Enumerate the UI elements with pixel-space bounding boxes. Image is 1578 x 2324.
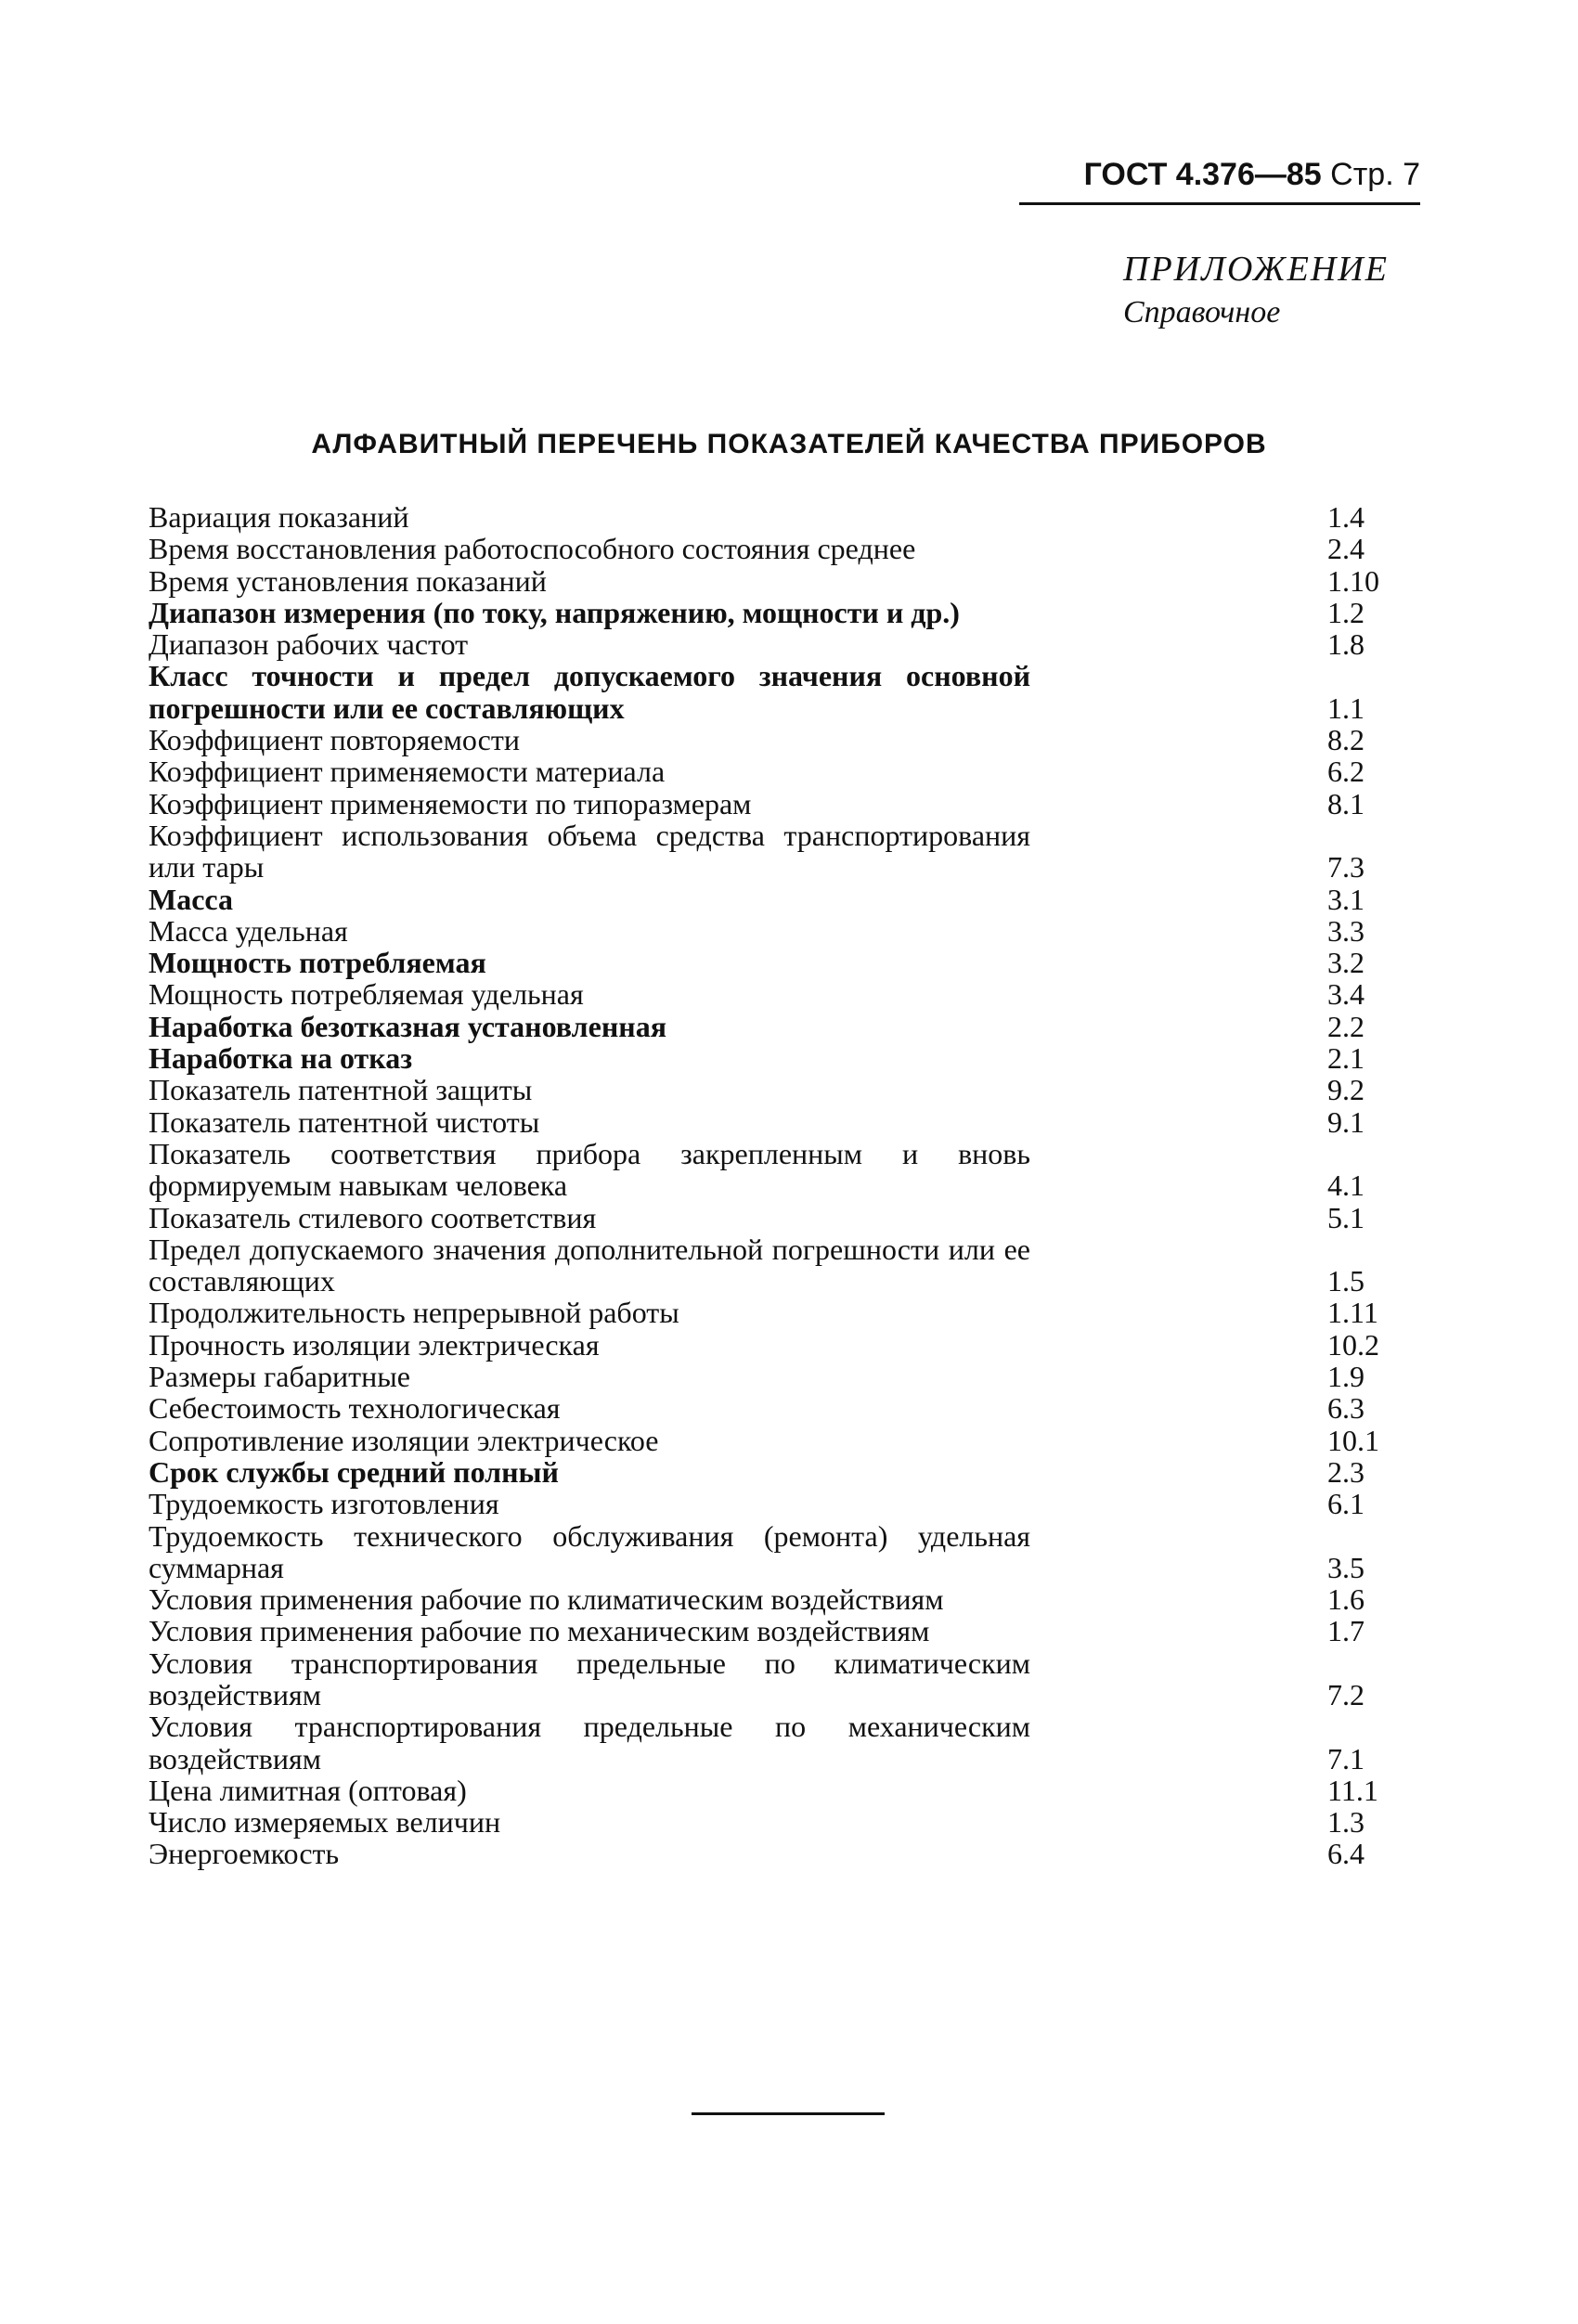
entry-ref: 7.2 bbox=[1327, 1677, 1365, 1711]
entry-ref: 11.1 bbox=[1327, 1773, 1378, 1807]
entry-term: Коэффициент использования объема средства транспортирования или тары bbox=[149, 818, 1030, 884]
entry-term: Показатель патентной чистоты bbox=[149, 1104, 540, 1139]
entry-ref: 1.6 bbox=[1327, 1582, 1365, 1617]
entry-term: Наработка безотказная установленная bbox=[149, 1009, 666, 1043]
entry-ref: 3.3 bbox=[1327, 913, 1365, 948]
index-entry bbox=[149, 628, 1429, 660]
index-entry bbox=[149, 884, 1429, 915]
entry-term: Диапазон измерения (по току, напряжению, мощности и др.) bbox=[149, 595, 960, 629]
entry-ref: 6.1 bbox=[1327, 1487, 1365, 1521]
entry-ref: 3.4 bbox=[1327, 977, 1365, 1012]
index-entry bbox=[149, 1042, 1429, 1074]
entry-term: Наработка на отказ bbox=[149, 1041, 413, 1076]
entry-term: Условия применения рабочие по климатическим воздействиям bbox=[149, 1582, 944, 1617]
entry-ref: 2.3 bbox=[1327, 1454, 1365, 1489]
entry-ref: 7.1 bbox=[1327, 1741, 1365, 1775]
index-entry bbox=[149, 1647, 1429, 1711]
index-entry bbox=[149, 1775, 1429, 1806]
entry-ref: 8.2 bbox=[1327, 723, 1365, 757]
index-entry bbox=[149, 1520, 1429, 1584]
entry-ref: 7.3 bbox=[1327, 850, 1365, 884]
entry-ref: 6.4 bbox=[1327, 1837, 1365, 1871]
entry-ref: 9.1 bbox=[1327, 1104, 1365, 1139]
entry-ref: 1.9 bbox=[1327, 1360, 1365, 1394]
entry-term: Время установления показаний bbox=[149, 563, 547, 598]
standard-number: ГОСТ 4.376—85 bbox=[1083, 157, 1322, 192]
index-entry bbox=[149, 1361, 1429, 1392]
index-entry bbox=[149, 1011, 1429, 1042]
entry-ref: 1.5 bbox=[1327, 1264, 1365, 1298]
running-header bbox=[1019, 156, 1420, 193]
entry-ref: 10.1 bbox=[1327, 1423, 1379, 1457]
entry-ref: 8.1 bbox=[1327, 786, 1365, 820]
entry-term: Диапазон рабочих частот bbox=[149, 627, 469, 662]
entry-term: Сопротивление изоляции электрическое bbox=[149, 1423, 659, 1457]
index-entry bbox=[149, 1711, 1429, 1775]
index-entry bbox=[149, 788, 1429, 820]
entry-ref: 5.1 bbox=[1327, 1200, 1365, 1234]
appendix-label: ПРИЛОЖЕНИЕ bbox=[1123, 250, 1389, 289]
index-entry bbox=[149, 1488, 1429, 1519]
entry-term: Показатель соответствия прибора закрепленным и вновь формируемым навыкам человека bbox=[149, 1136, 1030, 1203]
entry-term: Трудоемкость технического обслуживания (ремонта) удельная суммарная bbox=[149, 1518, 1030, 1584]
entry-ref: 3.2 bbox=[1327, 946, 1365, 980]
index-entry bbox=[149, 1838, 1429, 1869]
entry-term: Коэффициент применяемости материала bbox=[149, 755, 666, 789]
index-entry bbox=[149, 533, 1429, 564]
entry-term: Число измеряемых величин bbox=[149, 1805, 501, 1840]
entry-ref: 4.1 bbox=[1327, 1168, 1365, 1203]
page-number: Стр. 7 bbox=[1330, 157, 1420, 192]
entry-term: Прочность изоляции электрическая bbox=[149, 1327, 600, 1362]
entry-term: Время восстановления работоспособного состояния среднее bbox=[149, 532, 916, 566]
index-entry bbox=[149, 1392, 1429, 1424]
entry-ref: 1.7 bbox=[1327, 1614, 1365, 1648]
entry-term: Показатель патентной защиты bbox=[149, 1073, 533, 1107]
entry-term: Показатель стилевого соответствия bbox=[149, 1200, 597, 1234]
index-entry bbox=[149, 597, 1429, 628]
index-entry bbox=[149, 1615, 1429, 1646]
index-entry bbox=[149, 755, 1429, 787]
entry-ref: 6.2 bbox=[1327, 755, 1365, 789]
list-title: АЛФАВИТНЫЙ ПЕРЕЧЕНЬ ПОКАЗАТЕЛЕЙ КАЧЕСТВА ПРИБОРОВ bbox=[311, 429, 1267, 459]
index-entry bbox=[149, 1425, 1429, 1456]
entry-ref: 1.2 bbox=[1327, 595, 1365, 629]
entry-term: Вариация показаний bbox=[149, 500, 409, 534]
entry-term: Продолжительность непрерывной работы bbox=[149, 1296, 679, 1330]
header-rule bbox=[1019, 202, 1420, 205]
index-entry bbox=[149, 1106, 1429, 1138]
index-entry bbox=[149, 501, 1429, 533]
entry-term: Цена лимитная (оптовая) bbox=[149, 1773, 467, 1807]
index-list bbox=[149, 501, 1429, 1870]
index-entry bbox=[149, 1329, 1429, 1361]
entry-term: Условия транспортирования предельные по механическим воздействиям bbox=[149, 1710, 1030, 1775]
entry-term: Энергоемкость bbox=[149, 1837, 340, 1871]
index-entry bbox=[149, 1138, 1429, 1202]
entry-term: Коэффициент применяемости по типоразмерам bbox=[149, 786, 752, 820]
entry-term: Срок службы средний полный bbox=[149, 1454, 559, 1489]
entry-ref: 2.2 bbox=[1327, 1009, 1365, 1043]
index-entry bbox=[149, 565, 1429, 597]
entry-ref: 9.2 bbox=[1327, 1073, 1365, 1107]
entry-term: Масса bbox=[149, 882, 233, 916]
entry-term: Условия транспортирования предельные по климатическим воздействиям bbox=[149, 1646, 1030, 1711]
index-entry bbox=[149, 1456, 1429, 1488]
index-entry bbox=[149, 820, 1429, 884]
entry-term: Условия применения рабочие по механическим воздействиям bbox=[149, 1614, 930, 1648]
index-entry bbox=[149, 724, 1429, 755]
entry-term: Себестоимость технологическая bbox=[149, 1391, 561, 1426]
appendix-type: Справочное bbox=[1123, 295, 1281, 329]
entry-term: Предел допускаемого значения дополнительной погрешности или ее составляющих bbox=[149, 1232, 1030, 1298]
entry-term: Трудоемкость изготовления bbox=[149, 1487, 499, 1521]
entry-ref: 3.5 bbox=[1327, 1550, 1365, 1584]
index-entry bbox=[149, 915, 1429, 947]
entry-term: Коэффициент повторяемости bbox=[149, 723, 520, 757]
entry-term: Масса удельная bbox=[149, 913, 348, 948]
entry-ref: 6.3 bbox=[1327, 1391, 1365, 1426]
entry-ref: 1.11 bbox=[1327, 1296, 1378, 1330]
entry-ref: 10.2 bbox=[1327, 1327, 1379, 1362]
index-entry bbox=[149, 1074, 1429, 1105]
index-entry bbox=[149, 978, 1429, 1010]
entry-ref: 1.1 bbox=[1327, 691, 1365, 725]
index-entry bbox=[149, 660, 1429, 724]
entry-ref: 3.1 bbox=[1327, 882, 1365, 916]
entry-ref: 2.4 bbox=[1327, 532, 1365, 566]
entry-ref: 1.10 bbox=[1327, 563, 1379, 598]
entry-term: Размеры габаритные bbox=[149, 1360, 410, 1394]
index-entry bbox=[149, 1806, 1429, 1838]
index-entry bbox=[149, 947, 1429, 978]
index-entry bbox=[149, 1583, 1429, 1615]
entry-ref: 1.8 bbox=[1327, 627, 1365, 662]
end-rule bbox=[692, 2112, 885, 2115]
entry-ref: 1.3 bbox=[1327, 1805, 1365, 1840]
index-entry bbox=[149, 1233, 1429, 1298]
entry-term: Мощность потребляемая bbox=[149, 946, 486, 980]
entry-term: Мощность потребляемая удельная bbox=[149, 977, 584, 1012]
entry-ref: 2.1 bbox=[1327, 1041, 1365, 1076]
index-entry bbox=[149, 1297, 1429, 1328]
index-entry bbox=[149, 1202, 1429, 1233]
entry-ref: 1.4 bbox=[1327, 500, 1365, 534]
entry-term: Класс точности и предел допускаемого значения основной погрешности или ее составляющих bbox=[149, 659, 1030, 725]
